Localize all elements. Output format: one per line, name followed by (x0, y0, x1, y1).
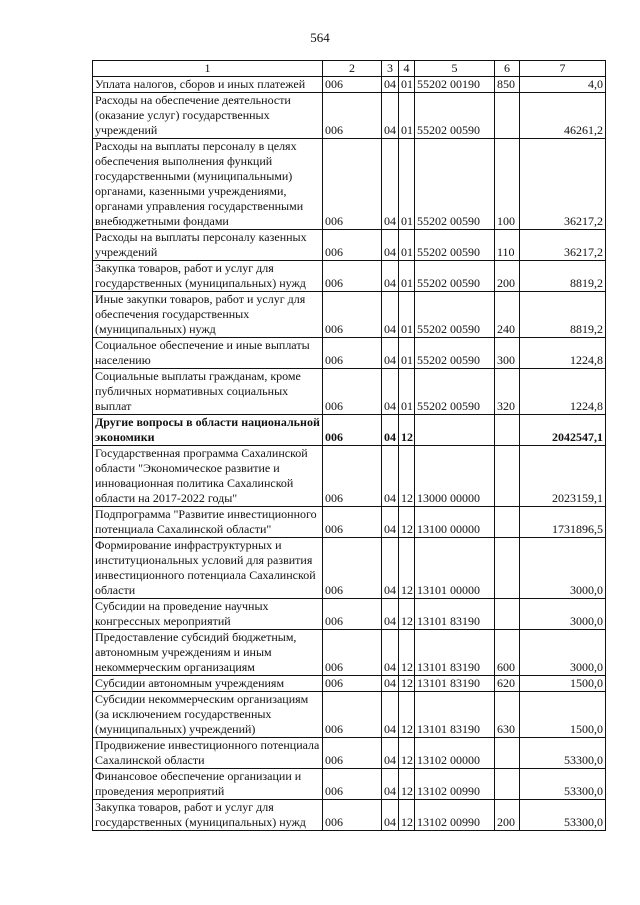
row-col-2: 006 (323, 292, 382, 338)
table-row (93, 369, 606, 415)
row-col-2: 006 (323, 800, 382, 831)
row-col-3: 04 (382, 415, 399, 446)
row-col-2: 006 (323, 230, 382, 261)
row-description: Расходы на выплаты персоналу казенных учреждений (93, 230, 323, 261)
row-description: Предоставление субсидий бюджетным, автономным учреждениям и иным некоммерческим организациям (93, 630, 323, 676)
row-col-6 (495, 538, 520, 599)
row-col-3: 04 (382, 507, 399, 538)
row-col-5: 55202 00590 (415, 93, 495, 139)
row-col-2: 006 (323, 446, 382, 507)
header-cell: 4 (399, 61, 415, 77)
header-cell: 3 (382, 61, 399, 77)
row-col-4: 12 (399, 446, 415, 507)
table-row (93, 507, 606, 538)
header-cell: 1 (93, 61, 323, 77)
row-col-3: 04 (382, 769, 399, 800)
row-col-5: 13000 00000 (415, 446, 495, 507)
table-row (93, 692, 606, 738)
row-col-6: 620 (495, 676, 520, 692)
row-col-3: 04 (382, 230, 399, 261)
row-col-6 (495, 507, 520, 538)
row-col-2: 006 (323, 139, 382, 230)
table-row (93, 538, 606, 599)
row-col-2: 006 (323, 261, 382, 292)
row-col-6 (495, 738, 520, 769)
row-col-4: 12 (399, 769, 415, 800)
row-col-5: 13101 00000 (415, 538, 495, 599)
row-col-7: 2023159,1 (520, 446, 606, 507)
row-col-7: 46261,2 (520, 93, 606, 139)
row-col-3: 04 (382, 630, 399, 676)
row-col-7: 36217,2 (520, 139, 606, 230)
row-col-6: 200 (495, 261, 520, 292)
row-col-6: 300 (495, 338, 520, 369)
row-col-5: 13101 83190 (415, 630, 495, 676)
budget-table (92, 60, 606, 831)
row-col-4: 01 (399, 369, 415, 415)
table-row (93, 292, 606, 338)
row-col-2: 006 (323, 738, 382, 769)
row-col-7: 1731896,5 (520, 507, 606, 538)
page-number: 564 (310, 30, 330, 45)
row-col-2: 006 (323, 692, 382, 738)
row-col-3: 04 (382, 77, 399, 93)
header-cell: 7 (520, 61, 606, 77)
row-col-3: 04 (382, 338, 399, 369)
table-row (93, 261, 606, 292)
table-row (93, 738, 606, 769)
row-description: Иные закупки товаров, работ и услуг для обеспечения государственных (муниципальных) нужд (93, 292, 323, 338)
row-col-4: 12 (399, 630, 415, 676)
table-row (93, 230, 606, 261)
row-description: Субсидии некоммерческим организациям (за исключением государственных (муниципальных) учреждений) (93, 692, 323, 738)
row-col-4: 12 (399, 676, 415, 692)
row-col-6: 850 (495, 77, 520, 93)
row-col-5: 55202 00590 (415, 261, 495, 292)
row-col-4: 12 (399, 507, 415, 538)
row-col-6 (495, 446, 520, 507)
row-col-4: 12 (399, 415, 415, 446)
row-col-3: 04 (382, 676, 399, 692)
row-col-6 (495, 93, 520, 139)
row-description: Финансовое обеспечение организации и проведения мероприятий (93, 769, 323, 800)
table-row (93, 139, 606, 230)
row-col-3: 04 (382, 738, 399, 769)
row-col-3: 04 (382, 800, 399, 831)
row-col-3: 04 (382, 139, 399, 230)
row-col-7: 1224,8 (520, 369, 606, 415)
row-col-3: 04 (382, 369, 399, 415)
row-description: Субсидии автономным учреждениям (93, 676, 323, 692)
row-col-3: 04 (382, 538, 399, 599)
row-col-6: 600 (495, 630, 520, 676)
table-row (93, 446, 606, 507)
row-col-7: 4,0 (520, 77, 606, 93)
row-col-5: 13102 00000 (415, 738, 495, 769)
row-col-4: 01 (399, 292, 415, 338)
row-col-4: 01 (399, 338, 415, 369)
row-col-4: 01 (399, 77, 415, 93)
row-col-6: 240 (495, 292, 520, 338)
row-col-4: 01 (399, 139, 415, 230)
row-col-6: 320 (495, 369, 520, 415)
row-col-7: 3000,0 (520, 538, 606, 599)
row-description: Другие вопросы в области национальной экономики (93, 415, 323, 446)
row-description: Подпрограмма "Развитие инвестиционного потенциала Сахалинской области" (93, 507, 323, 538)
row-col-7: 3000,0 (520, 599, 606, 630)
row-col-6 (495, 415, 520, 446)
row-description: Закупка товаров, работ и услуг для государственных (муниципальных) нужд (93, 800, 323, 831)
row-col-7: 3000,0 (520, 630, 606, 676)
row-col-4: 01 (399, 230, 415, 261)
row-col-2: 006 (323, 415, 382, 446)
row-col-7: 1500,0 (520, 692, 606, 738)
header-cell: 2 (323, 61, 382, 77)
row-description: Социальные выплаты гражданам, кроме публичных нормативных социальных выплат (93, 369, 323, 415)
row-col-7: 53300,0 (520, 800, 606, 831)
row-col-5: 55202 00590 (415, 139, 495, 230)
table-row (93, 630, 606, 676)
row-col-3: 04 (382, 93, 399, 139)
header-cell: 6 (495, 61, 520, 77)
row-col-5: 55202 00590 (415, 292, 495, 338)
row-col-2: 006 (323, 769, 382, 800)
row-col-4: 01 (399, 261, 415, 292)
table-header-row (93, 61, 606, 77)
table-row (93, 77, 606, 93)
row-col-7: 53300,0 (520, 769, 606, 800)
row-col-7: 53300,0 (520, 738, 606, 769)
row-col-3: 04 (382, 599, 399, 630)
row-col-6: 630 (495, 692, 520, 738)
row-col-6 (495, 599, 520, 630)
row-col-7: 2042547,1 (520, 415, 606, 446)
row-col-7: 36217,2 (520, 230, 606, 261)
row-col-5: 13101 83190 (415, 692, 495, 738)
row-col-4: 12 (399, 800, 415, 831)
row-col-5: 13100 00000 (415, 507, 495, 538)
row-col-5: 13102 00990 (415, 769, 495, 800)
row-col-4: 12 (399, 599, 415, 630)
row-col-6 (495, 769, 520, 800)
row-col-5: 55202 00590 (415, 338, 495, 369)
row-description: Субсидии на проведение научных конгрессных мероприятий (93, 599, 323, 630)
row-col-4: 12 (399, 692, 415, 738)
row-description: Уплата налогов, сборов и иных платежей (93, 77, 323, 93)
row-description: Продвижение инвестиционного потенциала Сахалинской области (93, 738, 323, 769)
table-row (93, 93, 606, 139)
row-col-7: 1500,0 (520, 676, 606, 692)
row-col-6: 200 (495, 800, 520, 831)
row-col-5: 13101 83190 (415, 599, 495, 630)
table-row (93, 599, 606, 630)
row-col-5: 55202 00190 (415, 77, 495, 93)
row-col-3: 04 (382, 446, 399, 507)
row-description: Формирование инфраструктурных и институциональных условий для развития инвестиционного потенциала Сахалинской области (93, 538, 323, 599)
row-col-2: 006 (323, 93, 382, 139)
row-col-5: 13102 00990 (415, 800, 495, 831)
row-col-6: 110 (495, 230, 520, 261)
table-row (93, 338, 606, 369)
table-row (93, 769, 606, 800)
row-description: Расходы на обеспечение деятельности (оказание услуг) государственных учреждений (93, 93, 323, 139)
row-col-4: 01 (399, 93, 415, 139)
row-description: Государственная программа Сахалинской области "Экономическое развитие и инновационная политика Сахалинской области на 2017-2022 годы" (93, 446, 323, 507)
table-row (93, 676, 606, 692)
row-col-2: 006 (323, 77, 382, 93)
row-col-2: 006 (323, 599, 382, 630)
row-col-2: 006 (323, 676, 382, 692)
row-description: Социальное обеспечение и иные выплаты населению (93, 338, 323, 369)
table-row (93, 800, 606, 831)
row-col-2: 006 (323, 338, 382, 369)
row-col-6: 100 (495, 139, 520, 230)
row-description: Расходы на выплаты персоналу в целях обеспечения выполнения функций государственными (муниципальными) органами, казенными учреждениями, органами управления государственными внебюджетными фондами (93, 139, 323, 230)
row-col-2: 006 (323, 538, 382, 599)
row-col-7: 1224,8 (520, 338, 606, 369)
row-description: Закупка товаров, работ и услуг для государственных (муниципальных) нужд (93, 261, 323, 292)
row-col-2: 006 (323, 369, 382, 415)
row-col-3: 04 (382, 292, 399, 338)
row-col-5: 55202 00590 (415, 369, 495, 415)
header-cell: 5 (415, 61, 495, 77)
row-col-2: 006 (323, 630, 382, 676)
row-col-5: 55202 00590 (415, 230, 495, 261)
row-col-4: 12 (399, 738, 415, 769)
row-col-3: 04 (382, 261, 399, 292)
table-row (93, 415, 606, 446)
row-col-7: 8819,2 (520, 292, 606, 338)
row-col-5: 13101 83190 (415, 676, 495, 692)
row-col-5 (415, 415, 495, 446)
row-col-4: 12 (399, 538, 415, 599)
row-col-2: 006 (323, 507, 382, 538)
row-col-7: 8819,2 (520, 261, 606, 292)
row-col-3: 04 (382, 692, 399, 738)
